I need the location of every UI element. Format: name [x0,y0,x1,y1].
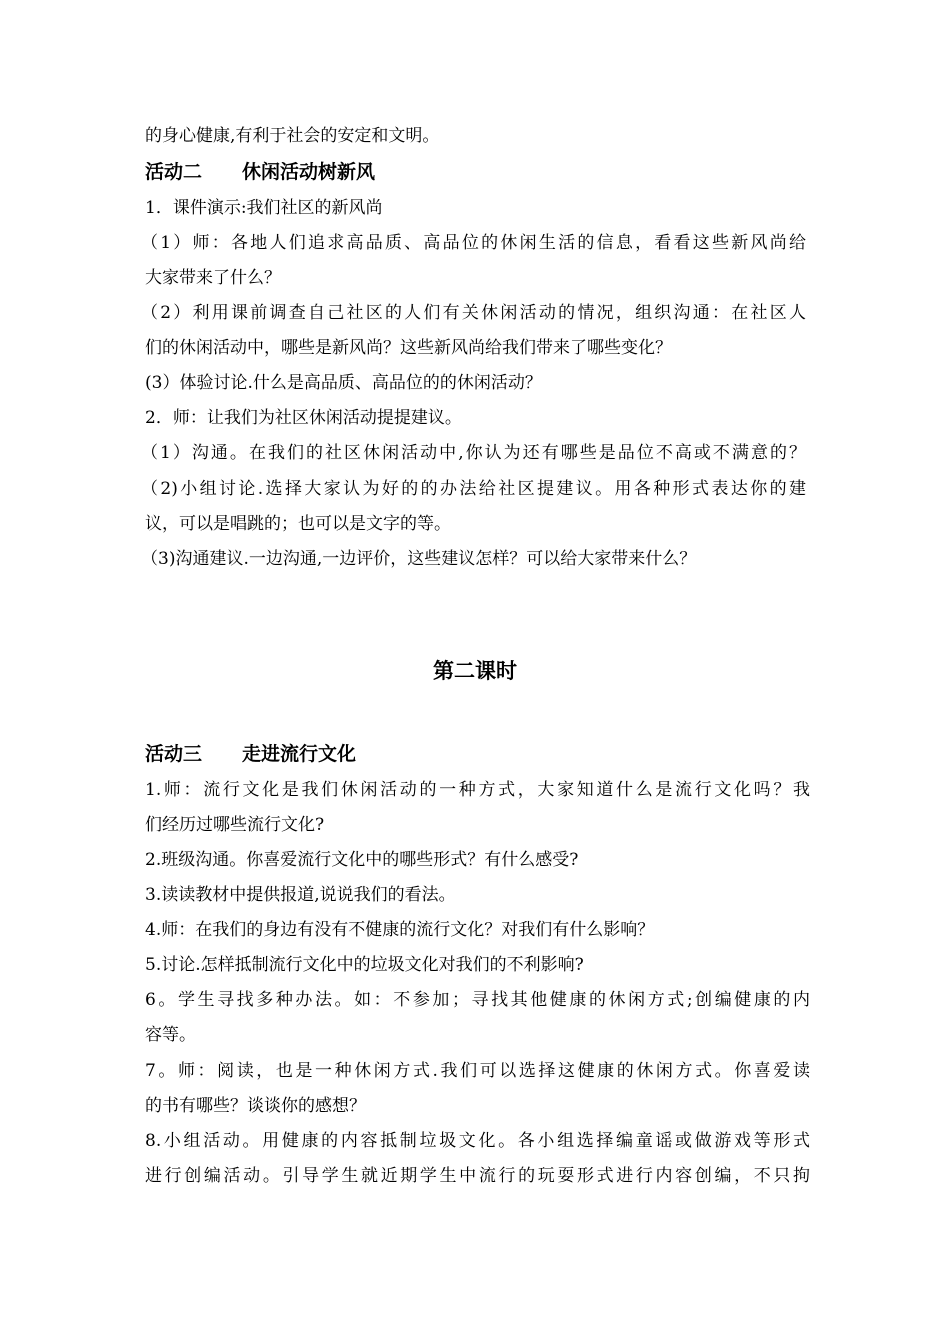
paragraph-line: （3)沟通建议.一边沟通,一边评价，这些建议怎样？可以给大家带来什么？ [141,549,697,569]
paragraph-line: 2.班级沟通。你喜爱流行文化中的哪些形式？有什么感受? [145,850,579,870]
heading-number: 活动三 [145,743,203,765]
paragraph-line: 议，可以是唱跳的；也可以是文字的等。 [145,514,451,534]
paragraph-line: 的书有哪些？谈谈你的感想？ [145,1096,366,1116]
paragraph-line: （1）师：各地人们追求高品质、高品位的休闲生活的信息，看看这些新风尚给 [141,233,806,253]
section-heading-activity-3 [145,741,356,767]
lesson-title: 第二课时 [433,659,517,683]
heading-title: 走进流行文化 [242,743,357,765]
paragraph-line: 进行创编活动。引导学生就近期学生中流行的玩耍形式进行内容创编，不只拘 [145,1166,810,1186]
paragraph-line: （2)小组讨论.选择大家认为好的的办法给社区提建议。用各种形式表达你的建 [141,479,806,499]
paragraph-line: 6。学生寻找多种办法。如：不参加；寻找其他健康的休闲方式;创编健康的内 [145,990,810,1010]
paragraph-line: 8.小组活动。用健康的内容抵制垃圾文化。各小组选择编童谣或做游戏等形式 [145,1131,810,1151]
heading-title: 休闲活动树新风 [242,161,376,183]
paragraph-line: (3）体验讨论.什么是高品质、高品位的的休闲活动？ [145,373,542,393]
paragraph-line: （2）利用课前调查自己社区的人们有关休闲活动的情况，组织沟通：在社区人 [141,303,806,323]
paragraph-line: 1.师：流行文化是我们休闲活动的一种方式，大家知道什么是流行文化吗？我 [145,780,810,800]
paragraph-line: 4.师：在我们的身边有没有不健康的流行文化？对我们有什么影响？ [145,920,655,940]
paragraph-line: 7。师：阅读，也是一种休闲方式.我们可以选择这健康的休闲方式。你喜爱读 [145,1061,810,1081]
paragraph-line: 1．课件演示:我们社区的新风尚 [145,198,383,218]
paragraph-line: 2．师：让我们为社区休闲活动提提建议。 [145,408,462,428]
paragraph-line: 们经历过哪些流行文化? [145,815,325,835]
paragraph-line: 5.讨论.怎样抵制流行文化中的垃圾文化对我们的不利影响? [145,955,584,975]
paragraph-line: （1）沟通。在我们的社区休闲活动中,你认为还有哪些是品位不高或不满意的？ [141,443,806,463]
paragraph-line: 们的休闲活动中，哪些是新风尚？这些新风尚给我们带来了哪些变化？ [145,338,672,358]
paragraph-line: 容等。 [145,1025,196,1045]
section-heading-activity-2 [145,159,375,185]
heading-number: 活动二 [145,161,203,183]
paragraph-line: 大家带来了什么？ [145,268,281,288]
paragraph-line: 的身心健康,有利于社会的安定和文明。 [145,126,440,146]
paragraph-line: 3.读读教材中提供报道,说说我们的看法。 [145,885,456,905]
